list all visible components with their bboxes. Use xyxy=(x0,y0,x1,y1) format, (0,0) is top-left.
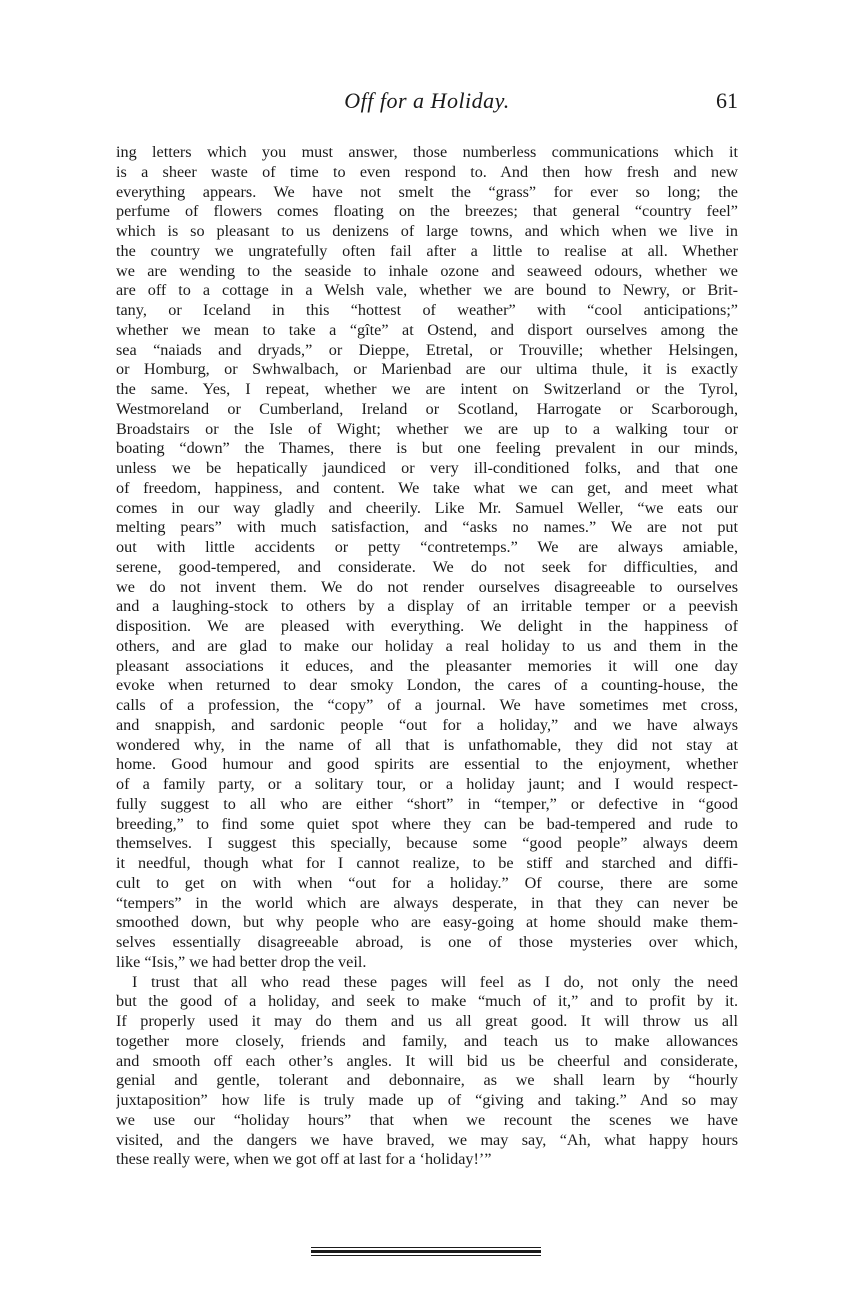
text-line: Broadstairs or the Isle of Wight; whether we are up to a walking tour or xyxy=(116,419,738,438)
text-line: but the good of a holiday, and seek to make “much of it,” and to profit by it. xyxy=(116,992,738,1011)
page-number: 61 xyxy=(716,88,738,113)
text-line: and snappish, and sardonic people “out for a holiday,” and we have always xyxy=(116,715,738,734)
text-line: serene, good-tempered, and considerate. We do not seek for difficulties, and xyxy=(116,557,738,576)
rule-thin-top xyxy=(311,1247,541,1248)
text-line: and smooth off each other’s angles. It will bid us be cheerful and considerate, xyxy=(116,1051,738,1070)
text-line: selves essentially disagreeable abroad, is one of those mysteries over which, xyxy=(116,933,738,951)
text-line: breeding,” to find some quiet spot where they can be bad-tempered and rude to xyxy=(116,814,738,833)
text-line: like “Isis,” we had better drop the veil. xyxy=(116,952,367,971)
text-line: the same. Yes, I repeat, whether we are intent on Switzerland or the Tyrol, xyxy=(116,380,738,398)
body-text xyxy=(116,143,738,1170)
text-line: it needful, though what for I cannot realize, to be stiff and starched and diffi- xyxy=(116,854,738,872)
rule-thin-bottom xyxy=(311,1255,541,1256)
text-line: we are wending to the seaside to inhale ozone and seaweed odours, whether we xyxy=(116,261,738,280)
text-line: or Homburg, or Swhwalbach, or Marienbad are our ultima thule, it is exactly xyxy=(116,360,738,379)
text-line: which is so pleasant to us denizens of large towns, and which when we live in xyxy=(116,222,738,240)
text-line: I trust that all who read these pages will feel as I do, not only the need xyxy=(132,972,738,991)
text-line: cult to get on with when “out for a holiday.” Of course, there are some xyxy=(116,873,738,892)
text-line: the country we ungratefully often fail after a little to realise at all. Whether xyxy=(116,241,738,260)
text-line: of a family party, or a solitary tour, or a holiday jaunt; and I would respect- xyxy=(116,775,738,793)
text-line: is a sheer waste of time to even respond to. And then how fresh and new xyxy=(116,162,738,181)
text-line: perfume of flowers comes floating on the breezes; that general “country feel” xyxy=(116,202,738,221)
rule-thick xyxy=(311,1250,541,1253)
text-line: boating “down” the Thames, there is but one feeling prevalent in our minds, xyxy=(116,439,738,458)
text-line: fully suggest to all who are either “short” in “temper,” or defective in “good xyxy=(116,794,738,813)
text-line: juxtaposition” how life is truly made up of “giving and taking.” And so may xyxy=(116,1091,738,1109)
text-line: Westmoreland or Cumberland, Ireland or Scotland, Harrogate or Scarborough, xyxy=(116,399,738,418)
text-line: wondered why, in the name of all that is unfathomable, they did not stay at xyxy=(116,735,738,754)
text-line: are off to a cottage in a Welsh vale, whether we are bound to Newry, or Brit- xyxy=(116,281,738,300)
text-line: home. Good humour and good spirits are essential to the enjoyment, whether xyxy=(116,755,738,774)
closing-rule xyxy=(311,1247,541,1258)
running-title: Off for a Holiday. xyxy=(344,88,510,113)
text-line: evoke when returned to dear smoky London, the cares of a counting-house, the xyxy=(116,676,738,695)
text-line: everything appears. We have not smelt the “grass” for ever so long; the xyxy=(116,182,738,201)
text-line: of freedom, happiness, and content. We take what we can get, and meet what xyxy=(116,478,738,497)
text-line: calls of a profession, the “copy” of a journal. We have sometimes met cross, xyxy=(116,696,738,714)
running-head xyxy=(116,88,738,118)
text-line: pleasant associations it educes, and the pleasanter memories it will one day xyxy=(116,656,738,675)
text-line: If properly used it may do them and us all great good. It will throw us all xyxy=(116,1012,738,1030)
text-line: these really were, when we got off at last for a ‘holiday!’” xyxy=(116,1150,492,1169)
text-line: and a laughing-stock to others by a display of an irritable temper or a peevish xyxy=(116,597,738,616)
text-line: we do not invent them. We do not render ourselves disagreeable to ourselves xyxy=(116,577,738,596)
text-line: disposition. We are pleased with everything. We delight in the happiness of xyxy=(116,617,738,635)
text-line: we use our “holiday hours” that when we recount the scenes we have xyxy=(116,1110,738,1129)
text-line: unless we be hepatically jaundiced or very ill-conditioned folks, and that one xyxy=(116,459,738,477)
text-line: out with little accidents or petty “contretemps.” We are always amiable, xyxy=(116,538,738,556)
text-line: ing letters which you must answer, those numberless communications which it xyxy=(116,143,738,161)
text-line: together more closely, friends and family, and teach us to make allowances xyxy=(116,1031,738,1050)
text-line: visited, and the dangers we have braved, we may say, “Ah, what happy hours xyxy=(116,1130,738,1149)
text-line: genial and gentle, tolerant and debonnaire, as we shall learn by “hourly xyxy=(116,1071,738,1090)
text-line: tany, or Iceland in this “hottest of weather” with “cool anticipations;” xyxy=(116,301,738,319)
text-line: melting pears” with much satisfaction, and “asks no names.” We are not put xyxy=(116,518,738,537)
text-line: sea “naiads and dryads,” or Dieppe, Etretal, or Trouville; whether Helsingen, xyxy=(116,340,738,359)
text-line: themselves. I suggest this specially, because some “good people” always deem xyxy=(116,834,738,853)
text-line: “tempers” in the world which are always desperate, in that they can never be xyxy=(116,893,738,912)
text-line: comes in our way gladly and cheerily. Like Mr. Samuel Weller, “we eats our xyxy=(116,498,738,517)
text-line: others, and are glad to make our holiday a real holiday to us and them in the xyxy=(116,636,738,655)
text-line: whether we mean to take a “gîte” at Ostend, and disport ourselves among the xyxy=(116,320,738,339)
text-line: smoothed down, but why people who are easy-going at home should make them- xyxy=(116,913,738,932)
